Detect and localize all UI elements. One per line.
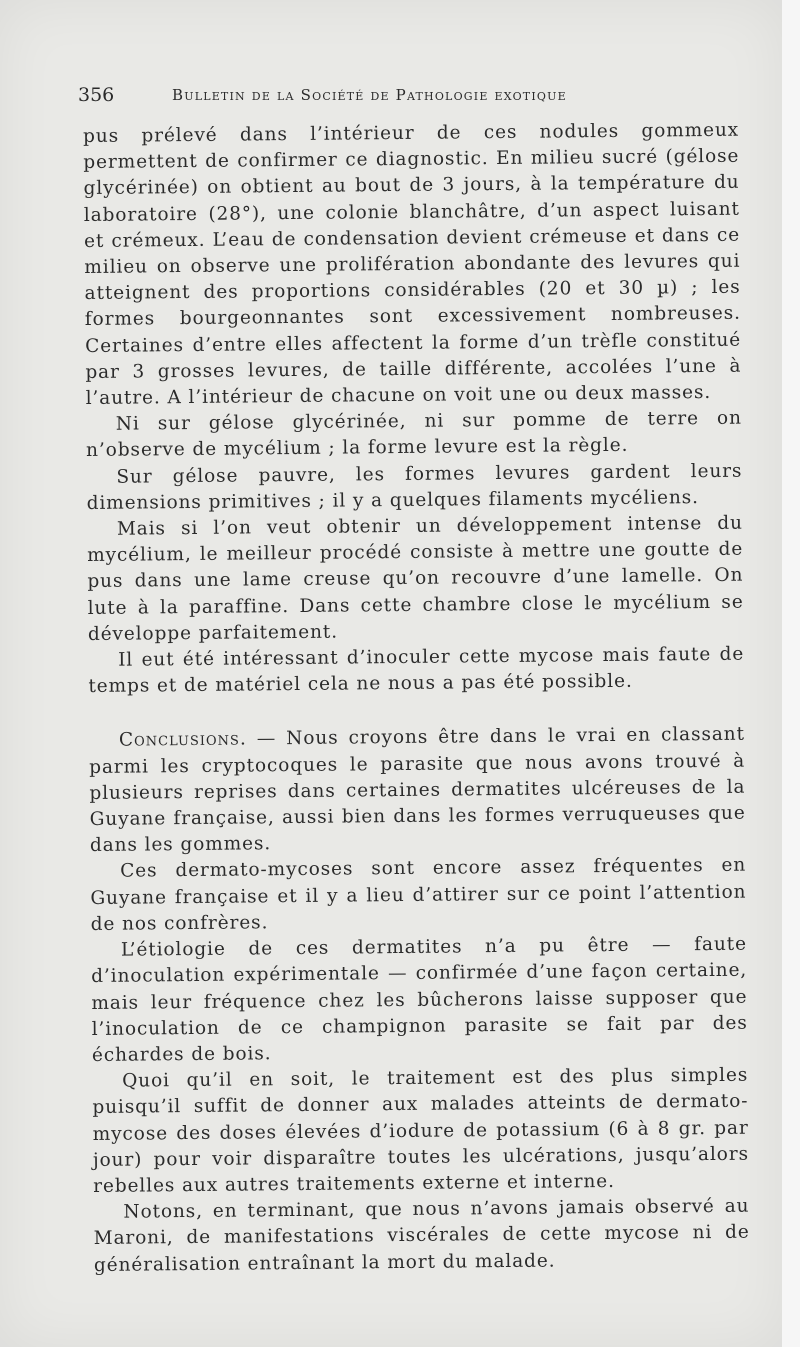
paragraph: Mais si l’on veut obtenir un développement intense du mycélium, le meilleur procédé consiste à mettre une goutte de pus dans une lame creuse qu’on recouvre d’une lamelle. On lute à la paraffine. Dans cette chambre close le mycélium se développe parfaitement.	[87, 512, 744, 645]
conclusions-heading: Conclusions.	[118, 728, 247, 752]
page-edge	[782, 0, 800, 1347]
running-title: Bulletin de la Société de Pathologie exotique	[172, 86, 567, 104]
paragraph: Quoi qu’il en soit, le traitement est des plus simples puisqu’il suffit de donner aux malades atteints de dermato-mycose des doses élevées d’iodure de potassium (6 à 8 gr. par jour) pour voir disparaître toutes les ulcérations, jusqu’alors rebelles aux autres traitements externe et interne.	[92, 1064, 750, 1197]
paragraph: L’étiologie de ces dermatites n’a pu être — faute d’inoculation expérimentale — confirmée d’une façon certaine, mais leur fréquence chez les bûcherons laisse supposer que l’inoculation de ce champignon parasite se fait par des échardes de bois.	[91, 933, 748, 1066]
page-header	[78, 84, 738, 114]
conclusions-dash: —	[246, 728, 287, 750]
page-number: 356	[78, 84, 115, 106]
paragraph: Sur gélose pauvre, les formes levures gardent leurs dimensions primitives ; il y a quelques filaments mycéliens.	[86, 460, 743, 514]
paragraph: Notons, en terminant, que nous n’avons jamais observé au Maroni, de manifestations viscérales de cette mycose ni de généralisation entraînant la mort du malade.	[93, 1195, 750, 1276]
conclusions-text: Nous croyons être dans le vrai en classant parmi les cryptocoques le parasite que nous avons trouvé à plusieurs reprises dans certaines dermatites ulcéreuses de la Guyane française, aussi bien dans les formes verruqueuses que dans les gommes.	[89, 724, 746, 857]
paragraph: Ni sur gélose glycérinée, ni sur pomme de terre on n’observe de mycélium ; la forme levure est la règle.	[86, 407, 742, 462]
conclusions-paragraph	[89, 722, 746, 859]
article-body	[83, 118, 750, 1279]
paragraph-continuation: pus prélevé dans l’intérieur de ces nodules gommeux permettent de confirmer ce diagnostic. En milieu sucré (gélose glycérinée) on obtient au bout de 3 jours, à la température du laboratoire (28°), une colonie blanchâtre, d’un aspect luisant et crémeux. L’eau de condensation devient crémeuse et dans ce milieu on observe une prolifération abondante des levures qui atteignent des proportions considérables (20 et 30 µ) ; les formes bourgeonnantes sont excessivement nombreuses. Certaines d’entre elles affectent la forme d’un trèfle constitué par 3 grosses levures, de taille différente, accolées l’une à l’autre. A l’intérieur de chacune on voit une ou deux masses.	[83, 119, 742, 410]
paragraph: Il eut été intéressant d’inoculer cette mycose mais faute de temps et de matériel cela ne nous a pas été possible.	[88, 643, 745, 698]
paragraph: Ces dermato-mycoses sont encore assez fréquentes en Guyane française et il y a lieu d’attirer sur ce point l’attention de nos confrères.	[90, 855, 747, 935]
